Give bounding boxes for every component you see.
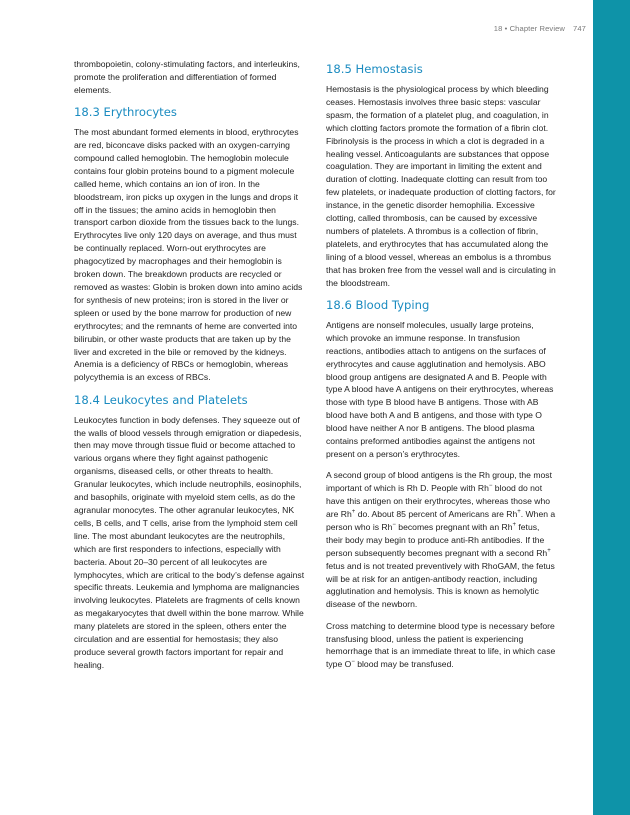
chapter-label: 18 • Chapter Review — [493, 24, 566, 33]
heading-leukocytes-platelets[interactable]: 18.4 Leukocytes and Platelets — [74, 392, 248, 407]
intro-paragraph: thrombopoietin, colony-stimulating factors, and interleukins, promote the proliferation and differentiation of formed elements. — [74, 59, 300, 95]
heading-erythrocytes[interactable]: 18.3 Erythrocytes — [74, 105, 177, 120]
heading-blood-typing[interactable]: 18.6 Blood Typing — [326, 297, 430, 312]
left-column — [74, 58, 305, 680]
blood-typing-paragraph-1: Antigens are nonself molecules, usually large proteins, which provoke an immune response. In transfusion reactions, antibodies attach to antigens on the surfaces of erythrocytes and cause agglutination and hemolysis. ABO blood group antigens are designated A and B. People with type A blood have A antigens on their erythrocytes, whereas those with type B blood have B antigens. Those with AB blood have both A and B antigens, and those with type O blood have neither A nor B antigens. The blood plasma contains preformed antibodies against the antigens not present on a person’s erythrocytes. — [326, 319, 554, 459]
heading-hemostasis[interactable]: 18.5 Hemostasis — [326, 62, 423, 76]
page-number: 747 — [573, 24, 586, 33]
leukocytes-paragraph: Leukocytes function in body defenses. They squeeze out of the walls of blood vessels through emigration or diapedesis, then may move through tissue fluid or become attached to various organs where they fight against pathogenic organisms, diseased cells, or other threats to health. Granular leukocytes, which include neutrophils, eosinophils, and basophils, originate with myeloid stem cells, as do the agranular monocytes. The other agranular leukocytes, NK cells, B cells, and T cells, arise from the lymphoid stem cell line. The most abundant leukocytes are the neutrophils, which are first responders to infections, especially with bacteria. About 20–30 percent of all leukocytes are lymphocytes, which are critical to the body’s defense against specific threats. Leukemia and lymphoma are malignancies involving leukocytes. Platelets are fragments of cells known as megakaryocytes that dwell within the bone marrow. While many platelets are stored in the spleen, others enter the circulation and are essential for hemostasis; they also produce several growth factors important for repair and healing. — [74, 414, 305, 670]
running-header — [420, 24, 586, 33]
chapter-color-bar — [593, 0, 630, 815]
right-column — [326, 62, 557, 680]
hemostasis-paragraph: Hemostasis is the physiological process by which bleeding ceases. Hemostasis involves three basic steps: vascular spasm, the formation of a platelet plug, and coagulation, in which clotting factors promote the formation of a fibrin clot. Fibrinolysis is the process in which a clot is degraded in a healing vessel. Anticoagulants are substances that oppose coagulation. They are important in limiting the extent and duration of clotting. Inadequate clotting can result from too few platelets, or inadequate production of clotting factors, for instance, in the genetic disorder hemophilia. Excessive clotting, called thrombosis, can be caused by excessive numbers of platelets. A thrombus is a collection of fibrin, platelets, and erythrocytes that has accumulated along the lining of a blood vessel, whereas an embolus is a thrombus that has broken free from the vessel wall and is circulating in the bloodstream. — [326, 84, 556, 288]
erythrocytes-paragraph: The most abundant formed elements in blood, erythrocytes are red, biconcave disks packed with an oxygen-carrying compound called hemoglobin. The hemoglobin molecule contains four globin proteins bound to a pigment molecule called heme, which contains an ion of iron. In the bloodstream, iron picks up oxygen in the lungs and drops it off in the tissues; the amino acids in hemoglobin then transport carbon dioxide from the tissues back to the lungs. Erythrocytes live only 120 days on average, and thus must be continually replaced. Worn-out erythrocytes are phagocytized by macrophages and their hemoglobin is broken down. The breakdown products are recycled or removed as wastes: Globin is broken down into amino acids for synthesis of new proteins; iron is stored in the liver or spleen or used by the bone marrow for production of new erythrocytes; and the remnants of heme are converted into bilirubin, or other waste products that are taken up by the liver and excreted in the bile or removed by the kidneys. Anemia is a deficiency of RBCs or hemoglobin, whereas polycythemia is an excess of RBCs. — [74, 127, 303, 383]
blood-typing-paragraph-3: Cross matching to determine blood type is necessary before transfusing blood, unless the patient is experiencing hemorrhage that is an immediate threat to life, in which case type O− blood may be transfused. — [326, 620, 556, 670]
blood-typing-paragraph-2: A second group of blood antigens is the Rh group, the most important of which is Rh D. People with Rh− blood do not have this antigen on their erythrocytes, whereas those who are Rh+ do. About 85 percent of Americans are Rh+. When a person who is Rh− becomes pregnant with an Rh+ fetus, their body may begin to produce anti-Rh antibodies. If the person subsequently becomes pregnant with a second Rh+ fetus and is not treated preventively with RhoGAM, the fetus will be at risk for an antigen-antibody reaction, including agglutination and hemolysis. This is known as hemolytic disease of the newborn. — [326, 470, 556, 610]
